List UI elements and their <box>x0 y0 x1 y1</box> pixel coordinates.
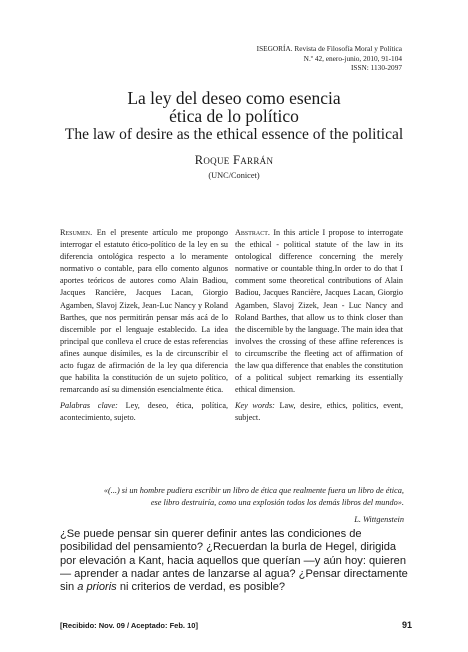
body-italic: a prioris <box>77 581 117 594</box>
key-words-text: Law, desire, ethics, politics, event, subject. <box>235 401 403 423</box>
title-line-2: ética de lo político <box>169 106 299 126</box>
palabras-clave-text: Ley, deseo, ética, política, acontecimiento, sujeto. <box>60 401 228 423</box>
received-accepted-dates: [Recibido: Nov. 09 / Aceptado: Feb. 10] <box>60 621 198 630</box>
body-paragraph <box>60 528 410 594</box>
author-affiliation: (UNC/Conicet) <box>208 171 260 180</box>
body-text-1: ¿Se puede pensar sin querer definir antes las condiciones de posibilidad del pensamiento? ¿Recuerdan la burla de Hegel, dirigida por elevación a Kant, hacia aquellos que querían —y aún hoy: quieren— aprender a nadar antes de lanzarse al agua? ¿Pensar directamente sin <box>60 528 408 594</box>
abstract-label: Abstract. <box>235 228 270 237</box>
journal-issn: ISSN: 1130-2097 <box>350 63 402 72</box>
journal-header <box>142 44 402 73</box>
abstract-paragraph <box>235 227 403 396</box>
abstract-text: In this article I propose to interrogate the ethical - political statute of the law in its ontological difference concerning the merely normative or countable thing.In order to do that I comment some theoretical contributions of Alain Badiou, Jacques Rancière, Jacques Lacan, Giorgio Agamben, Slavoj Zizek, Jean - Luc Nancy and Roland Barthes, that allow us to think closer than the discernible by the language. The main idea that involves the crossing of these affine references is to circumscribe the fleeting act of affirmation of the law qua difference that enables the constitution of a political subject remarking its essentially ethical dimension. <box>235 228 403 395</box>
article-title-spanish <box>0 89 468 125</box>
palabras-clave-label: Palabras clave: <box>60 401 118 411</box>
page-number: 91 <box>401 620 412 630</box>
epigraph-line-2: ese libro destruiría, como una explosión todos los demás libros del mundo». <box>150 497 404 507</box>
title-line-1: La ley del deseo como esencia <box>127 88 341 108</box>
resumen-label: Resumen. <box>60 228 93 237</box>
key-words-label: Key words: <box>235 401 275 411</box>
article-title-english: The law of desire as the ethical essence of the political <box>64 126 404 143</box>
page-footer <box>60 621 412 630</box>
epigraph-source: L. Wittgenstein <box>354 515 404 524</box>
author-name: Roque Farrán <box>194 153 274 167</box>
journal-name: ISEGORÍA. Revista de Filosofía Moral y Política <box>256 44 402 53</box>
journal-issue: N.º 42, enero-junio, 2010, 91-104 <box>303 53 402 63</box>
palabras-clave <box>60 400 228 424</box>
epigraph <box>60 485 404 526</box>
resumen-block <box>60 227 228 425</box>
resumen-paragraph <box>60 227 228 396</box>
abstract-block <box>235 227 403 425</box>
resumen-text: En el presente artículo me propongo interrogar el estatuto ético-político de la ley en su diferencia ontológica respecto a lo meramente normativo o contable, para ello comento algunos aportes teóricos de autores como Alain Badiou, Jacques Rancière, Jacques Lacan, Giorgio Agamben, Slavoj Zizek, Jean-Luc Nancy y Roland Barthes, que nos permitirán pensar más acá de lo discernible por el lenguaje establecido. La idea principal que conlleva el cruce de estas referencias afines aunque disímiles, es la de circunscribir el acto fugaz de afirmación de la ley qua diferencia que habilita la constitución de un sujeto político, remarcando así su dimensión esencialmente ética. <box>60 228 228 395</box>
key-words <box>235 400 403 424</box>
body-text-2: ni criterios de verdad, es posible? <box>116 581 286 594</box>
epigraph-line-1: «(...) si un hombre pudiera escribir un libro de ética que realmente fuera un libro de ética, <box>103 486 404 495</box>
